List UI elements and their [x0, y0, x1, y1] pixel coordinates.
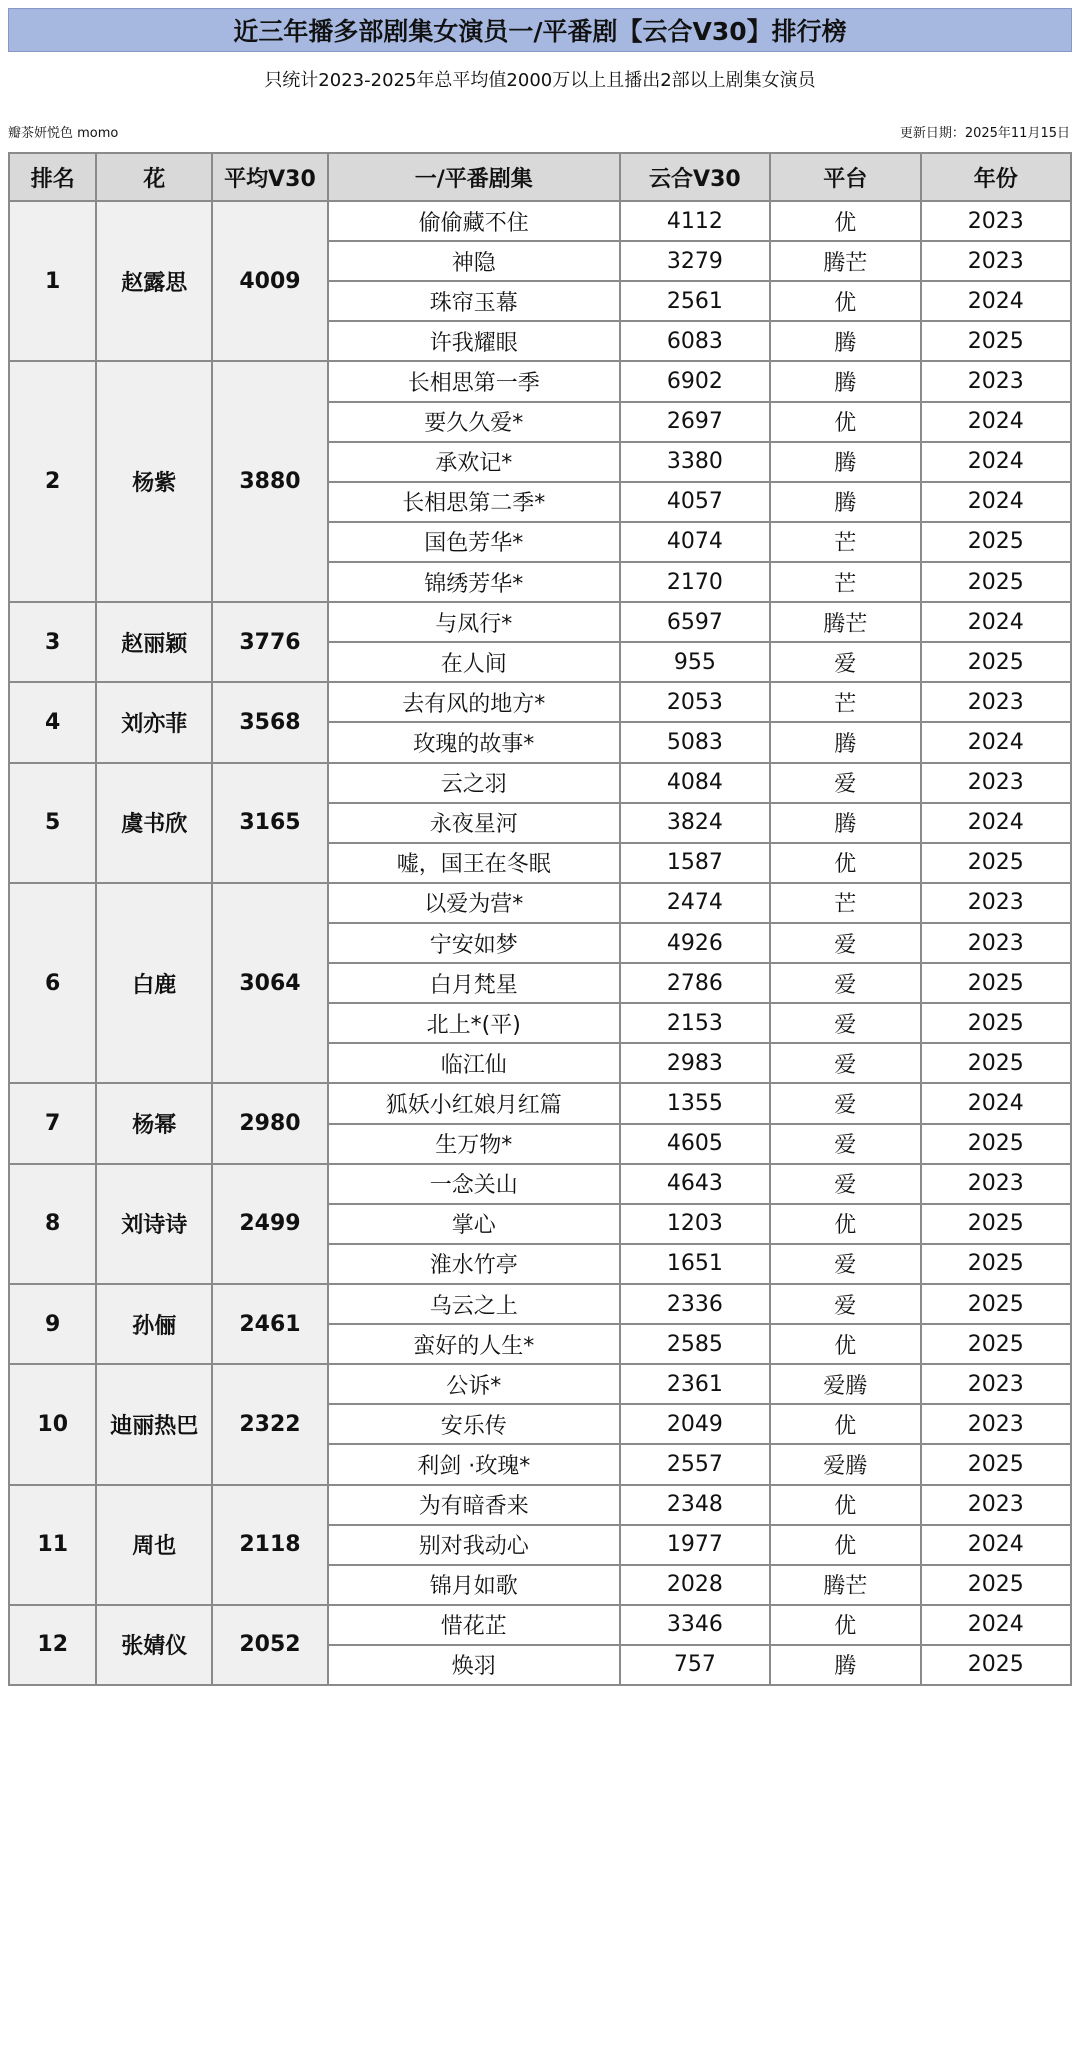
show-title-cell: 承欢记* — [328, 442, 620, 482]
year-cell: 2025 — [921, 1284, 1071, 1324]
platform-cell: 爱 — [770, 1043, 920, 1083]
platform-cell: 芒 — [770, 522, 920, 562]
v30-cell: 1203 — [620, 1204, 770, 1244]
v30-cell: 4605 — [620, 1124, 770, 1164]
platform-cell: 爱 — [770, 923, 920, 963]
v30-cell: 4074 — [620, 522, 770, 562]
actress-cell: 刘诗诗 — [96, 1164, 212, 1284]
show-title-cell: 锦绣芳华* — [328, 562, 620, 602]
platform-cell: 爱 — [770, 1124, 920, 1164]
platform-cell: 爱 — [770, 1003, 920, 1043]
year-cell: 2025 — [921, 1444, 1071, 1484]
year-cell: 2023 — [921, 923, 1071, 963]
actress-cell: 张婧仪 — [96, 1605, 212, 1685]
v30-cell: 4084 — [620, 763, 770, 803]
platform-cell: 腾 — [770, 803, 920, 843]
average-v30-cell: 4009 — [212, 201, 328, 361]
platform-cell: 优 — [770, 1204, 920, 1244]
year-cell: 2024 — [921, 722, 1071, 762]
year-cell: 2023 — [921, 1485, 1071, 1525]
platform-cell: 爱 — [770, 1083, 920, 1123]
year-cell: 2025 — [921, 562, 1071, 602]
v30-cell: 3380 — [620, 442, 770, 482]
rank-cell: 8 — [9, 1164, 96, 1284]
show-title-cell: 许我耀眼 — [328, 321, 620, 361]
platform-cell: 爱 — [770, 763, 920, 803]
average-v30-cell: 3776 — [212, 602, 328, 682]
actress-cell: 白鹿 — [96, 883, 212, 1084]
actress-cell: 周也 — [96, 1485, 212, 1605]
show-title-cell: 在人间 — [328, 642, 620, 682]
year-cell: 2025 — [921, 1124, 1071, 1164]
year-cell: 2024 — [921, 803, 1071, 843]
v30-cell: 2983 — [620, 1043, 770, 1083]
table-row — [9, 1605, 1071, 1645]
year-cell: 2023 — [921, 763, 1071, 803]
year-cell: 2025 — [921, 1003, 1071, 1043]
year-cell: 2025 — [921, 522, 1071, 562]
rank-cell: 10 — [9, 1364, 96, 1484]
show-title-cell: 以爱为营* — [328, 883, 620, 923]
table-row — [9, 1364, 1071, 1404]
table-row — [9, 682, 1071, 722]
v30-cell: 1651 — [620, 1244, 770, 1284]
show-title-cell: 乌云之上 — [328, 1284, 620, 1324]
v30-cell: 3824 — [620, 803, 770, 843]
year-cell: 2024 — [921, 1605, 1071, 1645]
platform-cell: 优 — [770, 201, 920, 241]
year-cell: 2025 — [921, 1204, 1071, 1244]
table-row — [9, 763, 1071, 803]
year-cell: 2025 — [921, 843, 1071, 883]
platform-cell: 芒 — [770, 883, 920, 923]
header-actress: 花 — [96, 153, 212, 201]
rank-cell: 5 — [9, 763, 96, 883]
table-row — [9, 1164, 1071, 1204]
show-title-cell: 淮水竹亭 — [328, 1244, 620, 1284]
v30-cell: 2153 — [620, 1003, 770, 1043]
v30-cell: 1355 — [620, 1083, 770, 1123]
v30-cell: 6902 — [620, 361, 770, 401]
platform-cell: 腾 — [770, 361, 920, 401]
show-title-cell: 宁安如梦 — [328, 923, 620, 963]
v30-cell: 2028 — [620, 1565, 770, 1605]
platform-cell: 爱 — [770, 1244, 920, 1284]
average-v30-cell: 2322 — [212, 1364, 328, 1484]
table-row — [9, 1485, 1071, 1525]
table-row — [9, 602, 1071, 642]
platform-cell: 爱 — [770, 963, 920, 1003]
v30-cell: 4057 — [620, 482, 770, 522]
platform-cell: 爱 — [770, 642, 920, 682]
page-title: 近三年播多部剧集女演员一/平番剧【云合V30】排行榜 — [8, 8, 1072, 52]
year-cell: 2024 — [921, 402, 1071, 442]
show-title-cell: 与凤行* — [328, 602, 620, 642]
show-title-cell: 公诉* — [328, 1364, 620, 1404]
show-title-cell: 别对我动心 — [328, 1525, 620, 1565]
show-title-cell: 珠帘玉幕 — [328, 281, 620, 321]
show-title-cell: 嘘，国王在冬眠 — [328, 843, 620, 883]
average-v30-cell: 3165 — [212, 763, 328, 883]
v30-cell: 1977 — [620, 1525, 770, 1565]
v30-cell: 757 — [620, 1645, 770, 1685]
platform-cell: 腾 — [770, 722, 920, 762]
v30-cell: 2170 — [620, 562, 770, 602]
year-cell: 2023 — [921, 361, 1071, 401]
show-title-cell: 安乐传 — [328, 1404, 620, 1444]
v30-cell: 3279 — [620, 241, 770, 281]
year-cell: 2023 — [921, 1404, 1071, 1444]
year-cell: 2025 — [921, 963, 1071, 1003]
year-cell: 2023 — [921, 883, 1071, 923]
actress-cell: 赵丽颖 — [96, 602, 212, 682]
show-title-cell: 偷偷藏不住 — [328, 201, 620, 241]
show-title-cell: 狐妖小红娘月红篇 — [328, 1083, 620, 1123]
v30-cell: 1587 — [620, 843, 770, 883]
platform-cell: 腾芒 — [770, 1565, 920, 1605]
average-v30-cell: 3568 — [212, 682, 328, 762]
v30-cell: 2557 — [620, 1444, 770, 1484]
year-cell: 2024 — [921, 1083, 1071, 1123]
platform-cell: 优 — [770, 1324, 920, 1364]
show-title-cell: 神隐 — [328, 241, 620, 281]
rank-cell: 1 — [9, 201, 96, 361]
platform-cell: 腾 — [770, 1645, 920, 1685]
platform-cell: 芒 — [770, 682, 920, 722]
year-cell: 2023 — [921, 1364, 1071, 1404]
page-subtitle: 只统计2023-2025年总平均值2000万以上且播出2部以上剧集女演员 — [264, 70, 816, 91]
rank-cell: 9 — [9, 1284, 96, 1364]
v30-cell: 2049 — [620, 1404, 770, 1444]
v30-cell: 2053 — [620, 682, 770, 722]
show-title-cell: 去有风的地方* — [328, 682, 620, 722]
header-v30: 云合V30 — [620, 153, 770, 201]
year-cell: 2025 — [921, 1645, 1071, 1685]
v30-cell: 2786 — [620, 963, 770, 1003]
header-show: 一/平番剧集 — [328, 153, 620, 201]
year-cell: 2024 — [921, 482, 1071, 522]
average-v30-cell: 2118 — [212, 1485, 328, 1605]
show-title-cell: 利剑 ·玫瑰* — [328, 1444, 620, 1484]
platform-cell: 腾芒 — [770, 602, 920, 642]
year-cell: 2025 — [921, 1244, 1071, 1284]
header-average-v30: 平均V30 — [212, 153, 328, 201]
header-year: 年份 — [921, 153, 1071, 201]
update-date: 更新日期：2025年11月15日 — [899, 126, 1070, 141]
v30-cell: 5083 — [620, 722, 770, 762]
v30-cell: 4112 — [620, 201, 770, 241]
year-cell: 2025 — [921, 1324, 1071, 1364]
rank-cell: 6 — [9, 883, 96, 1084]
average-v30-cell: 3064 — [212, 883, 328, 1084]
v30-cell: 2561 — [620, 281, 770, 321]
table-row — [9, 1284, 1071, 1324]
v30-cell: 955 — [620, 642, 770, 682]
average-v30-cell: 2461 — [212, 1284, 328, 1364]
year-cell: 2024 — [921, 442, 1071, 482]
rank-cell: 2 — [9, 361, 96, 602]
actress-cell: 杨幂 — [96, 1083, 212, 1163]
header-rank: 排名 — [9, 153, 96, 201]
show-title-cell: 蛮好的人生* — [328, 1324, 620, 1364]
year-cell: 2023 — [921, 1164, 1071, 1204]
rank-cell: 3 — [9, 602, 96, 682]
ranking-table — [8, 152, 1072, 1686]
show-title-cell: 长相思第二季* — [328, 482, 620, 522]
actress-cell: 赵露思 — [96, 201, 212, 361]
year-cell: 2025 — [921, 1565, 1071, 1605]
year-cell: 2024 — [921, 281, 1071, 321]
v30-cell: 2348 — [620, 1485, 770, 1525]
v30-cell: 2585 — [620, 1324, 770, 1364]
show-title-cell: 临江仙 — [328, 1043, 620, 1083]
v30-cell: 4643 — [620, 1164, 770, 1204]
actress-cell: 杨紫 — [96, 361, 212, 602]
platform-cell: 爱腾 — [770, 1364, 920, 1404]
actress-cell: 孙俪 — [96, 1284, 212, 1364]
show-title-cell: 锦月如歌 — [328, 1565, 620, 1605]
header-platform: 平台 — [770, 153, 920, 201]
rank-cell: 7 — [9, 1083, 96, 1163]
show-title-cell: 焕羽 — [328, 1645, 620, 1685]
platform-cell: 腾 — [770, 482, 920, 522]
year-cell: 2025 — [921, 321, 1071, 361]
show-title-cell: 生万物* — [328, 1124, 620, 1164]
table-row — [9, 361, 1071, 401]
v30-cell: 6083 — [620, 321, 770, 361]
v30-cell: 2474 — [620, 883, 770, 923]
platform-cell: 优 — [770, 281, 920, 321]
v30-cell: 2697 — [620, 402, 770, 442]
year-cell: 2024 — [921, 602, 1071, 642]
show-title-cell: 为有暗香来 — [328, 1485, 620, 1525]
platform-cell: 优 — [770, 1404, 920, 1444]
v30-cell: 3346 — [620, 1605, 770, 1645]
v30-cell: 2361 — [620, 1364, 770, 1404]
show-title-cell: 要久久爱* — [328, 402, 620, 442]
platform-cell: 爱腾 — [770, 1444, 920, 1484]
table-row — [9, 201, 1071, 241]
table-header-row — [9, 153, 1071, 201]
show-title-cell: 掌心 — [328, 1204, 620, 1244]
rank-cell: 4 — [9, 682, 96, 762]
table-body — [9, 201, 1071, 1685]
platform-cell: 腾芒 — [770, 241, 920, 281]
platform-cell: 优 — [770, 1605, 920, 1645]
platform-cell: 腾 — [770, 321, 920, 361]
platform-cell: 腾 — [770, 442, 920, 482]
actress-cell: 迪丽热巴 — [96, 1364, 212, 1484]
show-title-cell: 国色芳华* — [328, 522, 620, 562]
rank-cell: 11 — [9, 1485, 96, 1605]
show-title-cell: 玫瑰的故事* — [328, 722, 620, 762]
year-cell: 2023 — [921, 201, 1071, 241]
platform-cell: 优 — [770, 402, 920, 442]
v30-cell: 4926 — [620, 923, 770, 963]
show-title-cell: 北上*(平) — [328, 1003, 620, 1043]
platform-cell: 芒 — [770, 562, 920, 602]
year-cell: 2023 — [921, 682, 1071, 722]
year-cell: 2025 — [921, 642, 1071, 682]
v30-cell: 2336 — [620, 1284, 770, 1324]
actress-cell: 虞书欣 — [96, 763, 212, 883]
platform-cell: 爱 — [770, 1284, 920, 1324]
show-title-cell: 白月梵星 — [328, 963, 620, 1003]
average-v30-cell: 2499 — [212, 1164, 328, 1284]
year-cell: 2025 — [921, 1043, 1071, 1083]
average-v30-cell: 3880 — [212, 361, 328, 602]
table-row — [9, 883, 1071, 923]
platform-cell: 优 — [770, 1525, 920, 1565]
show-title-cell: 一念关山 — [328, 1164, 620, 1204]
table-row — [9, 1083, 1071, 1123]
show-title-cell: 惜花芷 — [328, 1605, 620, 1645]
actress-cell: 刘亦菲 — [96, 682, 212, 762]
platform-cell: 优 — [770, 1485, 920, 1525]
v30-cell: 6597 — [620, 602, 770, 642]
source-credit: 瓣茶妍悦色 momo — [8, 126, 119, 141]
average-v30-cell: 2980 — [212, 1083, 328, 1163]
platform-cell: 爱 — [770, 1164, 920, 1204]
year-cell: 2023 — [921, 241, 1071, 281]
show-title-cell: 云之羽 — [328, 763, 620, 803]
rank-cell: 12 — [9, 1605, 96, 1685]
platform-cell: 优 — [770, 843, 920, 883]
show-title-cell: 长相思第一季 — [328, 361, 620, 401]
average-v30-cell: 2052 — [212, 1605, 328, 1685]
year-cell: 2024 — [921, 1525, 1071, 1565]
show-title-cell: 永夜星河 — [328, 803, 620, 843]
